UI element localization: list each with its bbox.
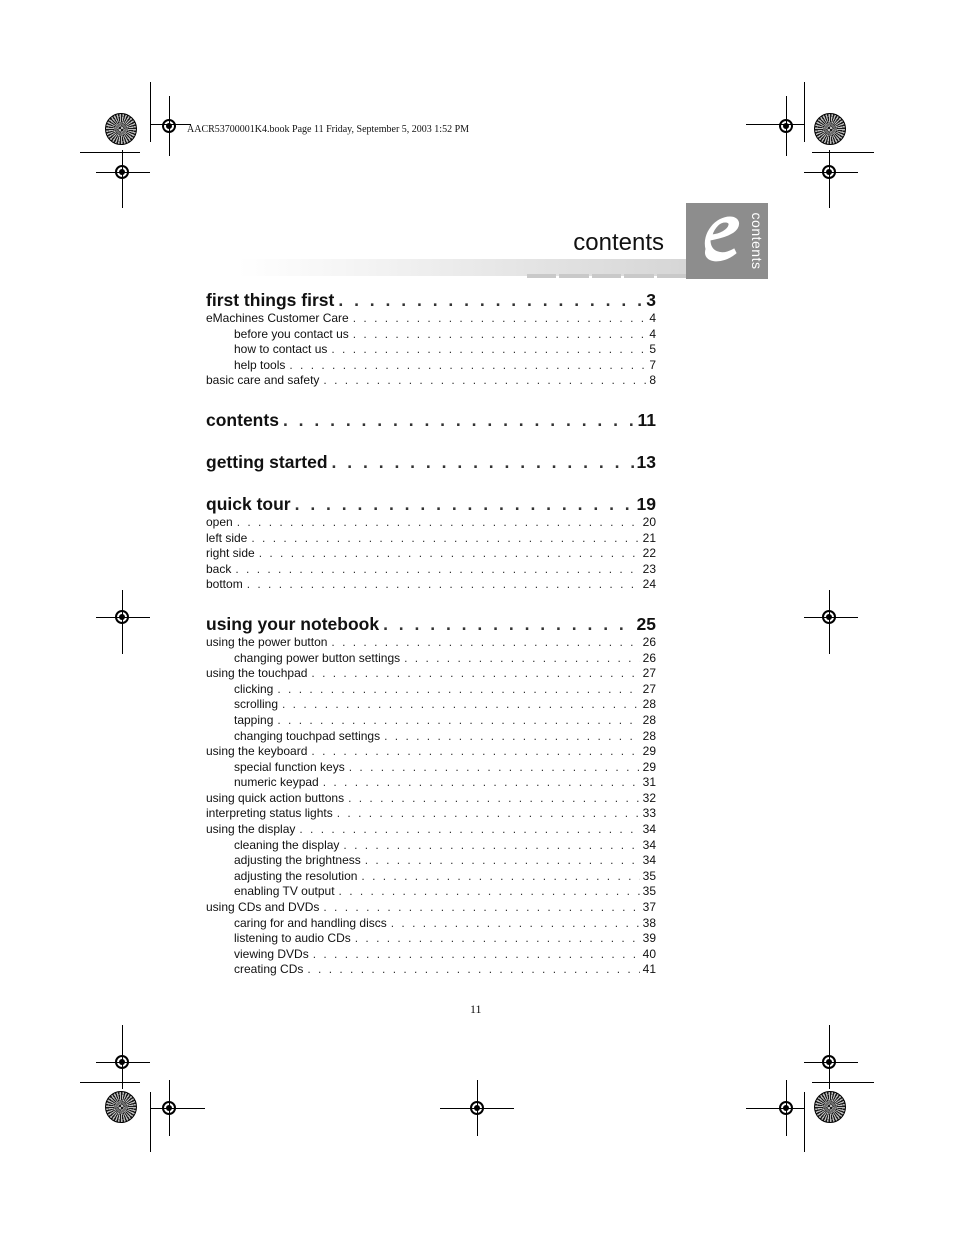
toc-entry-title: scrolling — [234, 697, 279, 712]
toc-entry-title: clicking — [234, 681, 274, 696]
toc-entry-page: 13 — [636, 451, 656, 472]
toc-entry-title: how to contact us — [234, 342, 328, 357]
toc-leader-dots — [323, 373, 646, 389]
toc-subsection-entry[interactable] — [206, 884, 656, 900]
toc-entry-title: right side — [206, 546, 255, 561]
toc-subsection-entry[interactable] — [206, 651, 656, 667]
toc-entry-page: 20 — [642, 514, 656, 529]
toc-entry-page: 26 — [642, 634, 656, 649]
toc-subsection-entry[interactable] — [206, 962, 656, 978]
toc-leader-dots — [349, 760, 640, 776]
toc-leader-dots — [383, 613, 633, 635]
chapter-spacer — [206, 593, 656, 613]
toc-entry-page: 34 — [642, 822, 656, 837]
toc-leader-dots — [247, 577, 640, 593]
chapter-spacer — [206, 389, 656, 409]
toc-leader-dots — [365, 853, 640, 869]
toc-chapter-entry[interactable] — [206, 289, 656, 311]
toc-section-entry[interactable] — [206, 546, 656, 562]
toc-entry-page: 34 — [642, 837, 656, 852]
chapter-tab — [686, 203, 768, 279]
toc-entry-title: creating CDs — [234, 962, 304, 977]
toc-entry-title: using the touchpad — [206, 666, 308, 681]
file-header: AACR53700001K4.book Page 11 Friday, September 5, 2003 1:52 PM — [187, 124, 470, 135]
toc-chapter-entry[interactable] — [206, 451, 656, 473]
toc-leader-dots — [331, 342, 646, 358]
toc-entry-page: 29 — [642, 759, 656, 774]
toc-subsection-entry[interactable] — [206, 697, 656, 713]
toc-entry-title: using quick action buttons — [206, 790, 345, 805]
toc-entry-title: back — [206, 561, 232, 576]
toc-leader-dots — [331, 635, 639, 651]
toc-section-entry[interactable] — [206, 791, 656, 807]
toc-leader-dots — [307, 962, 639, 978]
toc-leader-dots — [353, 311, 647, 327]
toc-entry-page: 4 — [649, 326, 656, 341]
toc-entry-title: contents — [206, 409, 279, 430]
toc-leader-dots — [323, 900, 639, 916]
toc-entry-title: cleaning the display — [234, 837, 340, 852]
toc-entry-title: before you contact us — [234, 326, 349, 341]
toc-entry-page: 4 — [649, 311, 656, 325]
table-of-contents — [206, 289, 656, 978]
toc-entry-title: listening to audio CDs — [234, 931, 351, 946]
toc-leader-dots — [384, 729, 640, 745]
toc-leader-dots — [295, 493, 634, 515]
toc-section-entry[interactable] — [206, 635, 656, 651]
toc-leader-dots — [323, 775, 640, 791]
toc-entry-title: open — [206, 514, 233, 529]
toc-subsection-entry[interactable] — [206, 760, 656, 776]
toc-entry-title: adjusting the brightness — [234, 853, 361, 868]
toc-entry-page: 40 — [642, 946, 656, 961]
toc-section-entry[interactable] — [206, 900, 656, 916]
toc-subsection-entry[interactable] — [206, 916, 656, 932]
toc-entry-page: 28 — [642, 728, 656, 743]
toc-entry-page: 19 — [636, 493, 656, 514]
toc-entry-title: caring for and handling discs — [234, 915, 387, 930]
toc-entry-title: left side — [206, 530, 248, 545]
toc-section-entry[interactable] — [206, 515, 656, 531]
toc-entry-title: tapping — [234, 712, 274, 727]
toc-entry-title: basic care and safety — [206, 373, 320, 388]
toc-entry-title: using the keyboard — [206, 744, 308, 759]
toc-entry-page: 26 — [642, 650, 656, 665]
toc-subsection-entry[interactable] — [206, 838, 656, 854]
toc-leader-dots — [338, 289, 643, 311]
toc-section-entry[interactable] — [206, 311, 656, 327]
toc-entry-title: changing power button settings — [234, 650, 401, 665]
toc-section-entry[interactable] — [206, 531, 656, 547]
toc-entry-title: enabling TV output — [234, 884, 335, 899]
toc-section-entry[interactable] — [206, 562, 656, 578]
toc-entry-page: 8 — [649, 373, 656, 388]
toc-section-entry[interactable] — [206, 577, 656, 593]
toc-entry-page: 25 — [636, 613, 656, 634]
toc-chapter-entry[interactable] — [206, 493, 656, 515]
toc-subsection-entry[interactable] — [206, 869, 656, 885]
toc-entry-title: getting started — [206, 451, 328, 472]
toc-leader-dots — [339, 884, 640, 900]
toc-entry-page: 37 — [642, 900, 656, 915]
toc-entry-page: 39 — [642, 931, 656, 946]
toc-entry-title: using the display — [206, 822, 296, 837]
toc-entry-title: using the power button — [206, 634, 328, 649]
chapter-spacer — [206, 473, 656, 493]
toc-entry-title: adjusting the resolution — [234, 868, 358, 883]
toc-entry-page: 34 — [642, 853, 656, 868]
toc-subsection-entry[interactable] — [206, 729, 656, 745]
toc-entry-page: 28 — [642, 697, 656, 712]
emachines-e-logo-icon — [696, 209, 742, 269]
toc-entry-title: changing touchpad settings — [234, 728, 381, 743]
toc-entry-page: 27 — [642, 666, 656, 681]
toc-subsection-entry[interactable] — [206, 342, 656, 358]
toc-subsection-entry[interactable] — [206, 713, 656, 729]
page-title: contents — [573, 229, 664, 256]
toc-entry-page: 35 — [642, 884, 656, 899]
toc-entry-title: interpreting status lights — [206, 806, 333, 821]
toc-subsection-entry[interactable] — [206, 358, 656, 374]
toc-entry-title: special function keys — [234, 759, 345, 774]
toc-chapter-entry[interactable] — [206, 409, 656, 431]
toc-entry-page: 38 — [642, 915, 656, 930]
toc-entry-page: 32 — [642, 790, 656, 805]
toc-subsection-entry[interactable] — [206, 931, 656, 947]
toc-leader-dots — [311, 744, 639, 760]
toc-entry-page: 22 — [642, 546, 656, 561]
toc-entry-page: 29 — [642, 744, 656, 759]
toc-leader-dots — [289, 358, 646, 374]
toc-entry-title: eMachines Customer Care — [206, 311, 349, 325]
toc-entry-page: 24 — [642, 577, 656, 592]
toc-leader-dots — [355, 931, 640, 947]
toc-entry-page: 28 — [642, 712, 656, 727]
toc-entry-title: bottom — [206, 577, 243, 592]
toc-entry-title: quick tour — [206, 493, 291, 514]
toc-entry-title: viewing DVDs — [234, 946, 309, 961]
toc-entry-page: 33 — [642, 806, 656, 821]
tab-label: contents — [749, 212, 765, 270]
toc-leader-dots — [353, 327, 647, 343]
title-tick-segments — [527, 274, 686, 278]
toc-entry-page: 41 — [642, 962, 656, 977]
toc-subsection-entry[interactable] — [206, 682, 656, 698]
toc-leader-dots — [251, 531, 639, 547]
toc-entry-page: 11 — [637, 409, 656, 430]
toc-chapter-entry[interactable] — [206, 613, 656, 635]
toc-subsection-entry[interactable] — [206, 947, 656, 963]
toc-section-entry[interactable] — [206, 744, 656, 760]
toc-entry-page: 7 — [649, 357, 656, 372]
toc-subsection-entry[interactable] — [206, 775, 656, 791]
toc-entry-title: using CDs and DVDs — [206, 900, 320, 915]
toc-section-entry[interactable] — [206, 373, 656, 389]
toc-entry-page: 5 — [649, 342, 656, 357]
toc-entry-page: 27 — [642, 681, 656, 696]
toc-entry-title: first things first — [206, 290, 335, 310]
toc-entry-page: 3 — [646, 290, 656, 310]
toc-entry-page: 21 — [642, 530, 656, 545]
toc-entry-page: 23 — [642, 561, 656, 576]
toc-leader-dots — [282, 697, 640, 713]
toc-section-entry[interactable] — [206, 666, 656, 682]
toc-leader-dots — [283, 409, 635, 431]
toc-leader-dots — [337, 806, 640, 822]
toc-section-entry[interactable] — [206, 822, 656, 838]
toc-entry-page: 31 — [642, 775, 656, 790]
toc-entry-title: using your notebook — [206, 613, 380, 634]
toc-leader-dots — [299, 822, 639, 838]
toc-leader-dots — [313, 947, 640, 963]
toc-leader-dots — [332, 451, 634, 473]
toc-leader-dots — [343, 838, 639, 854]
toc-section-entry[interactable] — [206, 806, 656, 822]
toc-entry-title: help tools — [234, 357, 286, 372]
toc-leader-dots — [404, 651, 640, 667]
toc-leader-dots — [277, 713, 639, 729]
toc-leader-dots — [277, 682, 639, 698]
toc-leader-dots — [348, 791, 640, 807]
toc-leader-dots — [311, 666, 639, 682]
toc-entry-page: 35 — [642, 868, 656, 883]
toc-leader-dots — [361, 869, 639, 885]
toc-entry-title: numeric keypad — [234, 775, 319, 790]
page-number: 11 — [470, 1002, 482, 1016]
toc-leader-dots — [237, 515, 640, 531]
toc-leader-dots — [391, 916, 640, 932]
toc-leader-dots — [235, 562, 639, 578]
toc-leader-dots — [259, 546, 640, 562]
toc-subsection-entry[interactable] — [206, 327, 656, 343]
chapter-spacer — [206, 431, 656, 451]
toc-subsection-entry[interactable] — [206, 853, 656, 869]
